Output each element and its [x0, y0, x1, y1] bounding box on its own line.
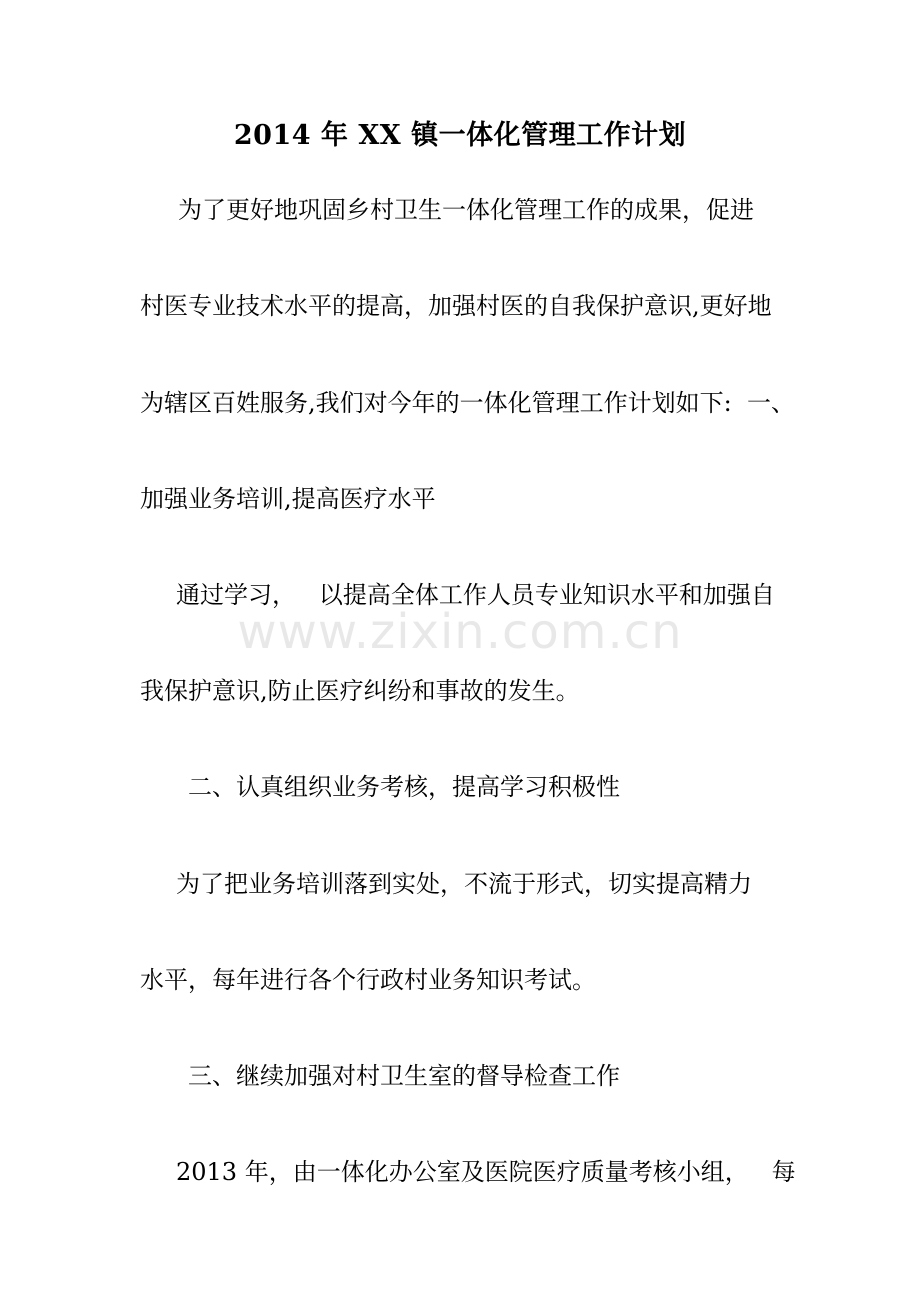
paragraph-line: 2013 年，由一体化办公室及医院医疗质量考核小组， 每 [176, 1158, 796, 1186]
paragraph-line: 为了更好地巩固乡村卫生一体化管理工作的成果，促进 [178, 196, 754, 224]
section-heading: 二、认真组织业务考核，提高学习积极性 [188, 773, 620, 801]
paragraph-line: 我保护意识,防止医疗纠纷和事故的发生。 [140, 677, 580, 705]
watermark: www.zixin.com.cn [237, 604, 683, 660]
paragraph-line: 通过学习， 以提高全体工作人员专业知识水平和加强自 [176, 581, 775, 609]
paragraph-line: 为了把业务培训落到实处，不流于形式，切实提高精力 [176, 870, 752, 898]
paragraph-line: 为辖区百姓服务,我们对今年的一体化管理工作计划如下: 一、 [140, 389, 795, 417]
section-heading: 三、继续加强对村卫生室的督导检查工作 [188, 1062, 620, 1090]
paragraph-line: 水平，每年进行各个行政村业务知识考试。 [140, 966, 596, 994]
document-title: 2014 年 XX 镇一体化管理工作计划 [233, 120, 687, 151]
paragraph-line: 村医专业技术水平的提高，加强村医的自我保护意识,更好地 [140, 292, 772, 320]
paragraph-line: 加强业务培训,提高医疗水平 [140, 485, 436, 513]
